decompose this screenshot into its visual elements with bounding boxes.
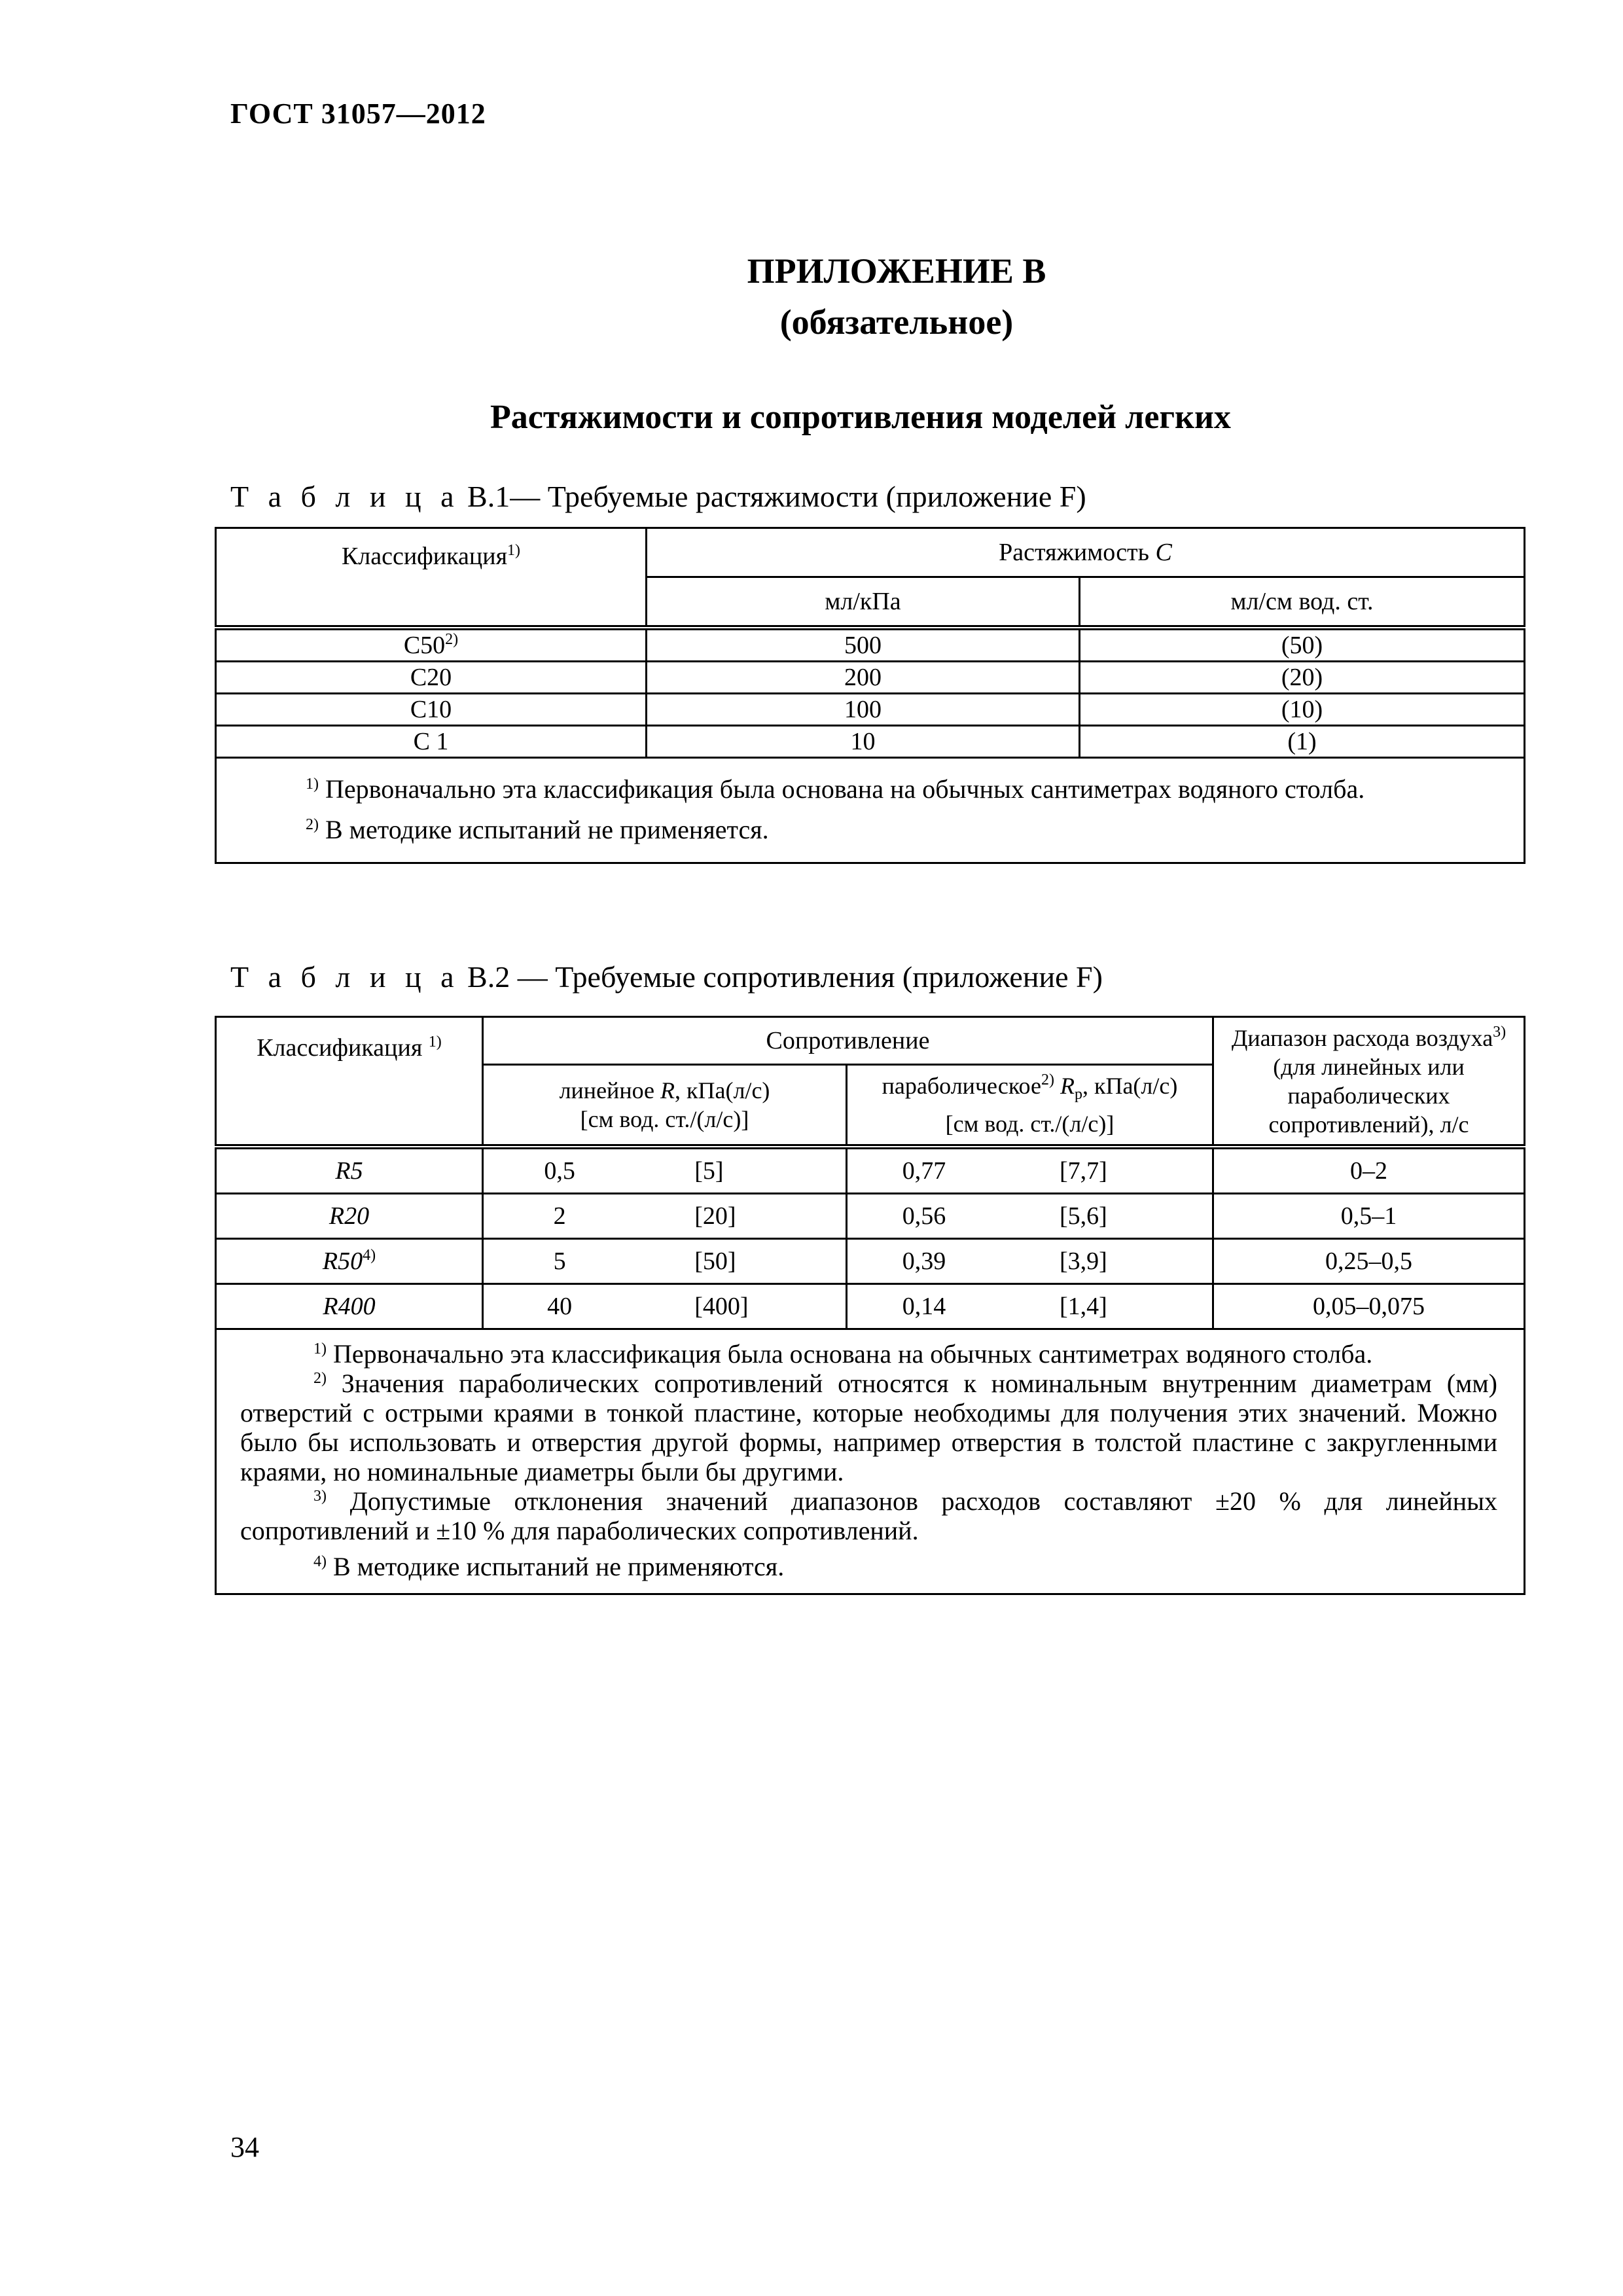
linear-var: R — [660, 1077, 675, 1103]
footnote — [240, 1486, 1497, 1545]
table2-col-parabolic — [847, 1065, 1213, 1147]
table2-cell-parabolic — [847, 1239, 1213, 1284]
linear-value-alt: [400] — [694, 1293, 749, 1320]
table2-col-group: Сопротивление — [483, 1017, 1213, 1065]
table2-cell-parabolic — [847, 1147, 1213, 1194]
table1-compliance — [215, 527, 1525, 864]
table1-col-unit1: мл/кПа — [647, 577, 1080, 628]
section-title-text: Растяжимости и сопротивления моделей легких — [490, 399, 1231, 436]
table2-col-class — [216, 1017, 483, 1147]
table-row — [216, 694, 1525, 726]
table1-header-row — [216, 528, 1525, 577]
table1-caption-text: В.1— Требуемые растяжимости (приложение F) — [467, 480, 1086, 513]
parabolic-value-alt: [1,4] — [1059, 1293, 1107, 1320]
linear-value: 5 — [553, 1247, 566, 1275]
class-label: R400 — [323, 1293, 376, 1320]
table1-col-group-var: C — [1155, 539, 1172, 566]
table1-col-group — [647, 528, 1525, 577]
table1-cell-value2: (20) — [1080, 662, 1525, 694]
class-label: C50 — [403, 632, 446, 659]
table1-cell-class — [216, 694, 647, 726]
linear-value-alt: [20] — [694, 1202, 736, 1230]
table1-cell-value1: 10 — [647, 726, 1080, 758]
table2-col-range-label: Диапазон расхода воздуха — [1231, 1024, 1493, 1051]
class-label: C20 — [410, 664, 452, 691]
table1-cell-value2: (10) — [1080, 694, 1525, 726]
table1-cell-class — [216, 628, 647, 662]
footnote — [240, 1339, 1497, 1369]
section-title — [0, 398, 1623, 437]
footnote-ref: 3) — [1493, 1023, 1507, 1041]
table2-notes — [216, 1329, 1525, 1594]
table2-cell-range: 0,5–1 — [1213, 1194, 1525, 1239]
footnote-ref: 2) — [1041, 1071, 1054, 1089]
table1-cell-class — [216, 662, 647, 694]
footnote-ref: 2) — [306, 816, 319, 833]
page-number: 34 — [230, 2131, 259, 2163]
table1-cell-value2: (1) — [1080, 726, 1525, 758]
table2-resistance — [215, 1016, 1525, 1595]
table-row — [216, 628, 1525, 662]
footnote-ref: 2) — [445, 631, 459, 648]
footnote-text: Первоначально эта классификация была основана на обычных сантиметрах водяного столба. — [327, 1339, 1373, 1369]
table2-cell-parabolic — [847, 1284, 1213, 1329]
class-label: R5 — [335, 1157, 363, 1185]
table1-notes — [216, 758, 1525, 863]
annex-status: (обязательное) — [779, 302, 1014, 342]
table1-caption-prefix: Т а б л и ц а — [230, 480, 460, 513]
parabolic-label: параболическое — [882, 1073, 1041, 1100]
annex-heading — [0, 245, 1623, 348]
class-label: R20 — [329, 1202, 370, 1230]
table2-col-range — [1213, 1017, 1525, 1147]
parabolic-value: 0,56 — [902, 1202, 946, 1230]
linear-value: 40 — [547, 1293, 573, 1320]
linear-value: 0,5 — [544, 1157, 575, 1185]
table2-cell-range: 0,05–0,075 — [1213, 1284, 1525, 1329]
linear-value-alt: [50] — [694, 1247, 736, 1275]
table2-notes-row — [216, 1329, 1525, 1594]
footnote — [232, 810, 1508, 850]
table1-cell-value2: (50) — [1080, 628, 1525, 662]
document-code: ГОСТ 31057—2012 — [230, 98, 486, 130]
table2-cell-class — [216, 1239, 483, 1284]
table2-col-range-label-rest: (для линейных или параболических сопротивлений), л/с — [1268, 1053, 1469, 1138]
table1-notes-row — [216, 758, 1525, 863]
class-label: C 1 — [413, 728, 449, 755]
table-row — [216, 1284, 1525, 1329]
table-row — [216, 662, 1525, 694]
parabolic-value: 0,39 — [902, 1247, 946, 1275]
footnote — [232, 769, 1508, 810]
footnote-ref: 1) — [306, 776, 319, 793]
footnote-text: Первоначально эта классификация была основана на обычных сантиметрах водяного столба. — [319, 774, 1365, 804]
table-row — [216, 1239, 1525, 1284]
table1-col-unit2: мл/см вод. ст. — [1080, 577, 1525, 628]
footnote-text: В методике испытаний не применяется. — [319, 815, 769, 844]
class-label: C10 — [410, 696, 452, 723]
parabolic-value-alt: [3,9] — [1059, 1247, 1107, 1275]
table1-cell-value1: 100 — [647, 694, 1080, 726]
parabolic-value-alt: [7,7] — [1059, 1157, 1107, 1185]
footnote-ref: 4) — [313, 1553, 327, 1570]
table2-caption-prefix: Т а б л и ц а — [230, 960, 460, 994]
class-label: R50 — [322, 1247, 363, 1275]
table2-cell-range: 0–2 — [1213, 1147, 1525, 1194]
table1-caption — [230, 479, 1086, 514]
table-row — [216, 726, 1525, 758]
table1-cell-class — [216, 726, 647, 758]
footnote-text: Допустимые отклонения значений диапазонов расходов составляют ±20 % для линейных сопротивлений и ±10 % для параболических сопротивлений. — [240, 1486, 1497, 1545]
footnote-text: Значения параболических сопротивлений относятся к номинальным внутренним диаметрам (мм) отверстий с острыми краями в тонкой пластине, которые необходимы для получения этих значений. Можно было бы использовать и отверстия другой формы, например отверстия в толстой пластине с закругленными краями, но номинальные диаметры были бы другими. — [240, 1369, 1497, 1486]
table2-cell-range: 0,25–0,5 — [1213, 1239, 1525, 1284]
table2-col-class-label: Классификация — [257, 1034, 429, 1062]
table2-cell-class — [216, 1284, 483, 1329]
table2-caption-text: В.2 — Требуемые сопротивления (приложение F) — [467, 960, 1103, 994]
table2-caption — [230, 960, 1103, 994]
table2-cell-class — [216, 1194, 483, 1239]
table2-cell-class — [216, 1147, 483, 1194]
linear-unit: , кПа(л/с) — [675, 1077, 770, 1103]
parabolic-value: 0,14 — [902, 1293, 946, 1320]
footnote-ref: 4) — [363, 1247, 376, 1264]
annex-title: ПРИЛОЖЕНИЕ В — [747, 251, 1046, 291]
parabolic-value: 0,77 — [902, 1157, 946, 1185]
table1-cell-value1: 200 — [647, 662, 1080, 694]
linear-value: 2 — [553, 1202, 566, 1230]
footnote-ref: 1) — [313, 1340, 327, 1357]
table-row — [216, 1147, 1525, 1194]
parabolic-unit-alt: [см вод. ст./(л/с)] — [945, 1110, 1115, 1137]
parabolic-sub: p — [1074, 1086, 1082, 1103]
table2-cell-parabolic — [847, 1194, 1213, 1239]
footnote-text: В методике испытаний не применяются. — [327, 1552, 785, 1581]
linear-label: линейное — [559, 1077, 661, 1103]
footnote-ref: 2) — [313, 1370, 327, 1387]
table1-cell-value1: 500 — [647, 628, 1080, 662]
table1-col-group-label: Растяжимость — [999, 539, 1156, 566]
footnote-ref: 1) — [428, 1033, 442, 1050]
footnote — [240, 1552, 1497, 1581]
table1-col-class — [216, 528, 647, 628]
table2-cell-linear — [483, 1194, 847, 1239]
table2-header-row — [216, 1017, 1525, 1065]
table2-cell-linear — [483, 1284, 847, 1329]
table2-cell-linear — [483, 1147, 847, 1194]
footnote — [240, 1369, 1497, 1486]
table-row — [216, 1194, 1525, 1239]
parabolic-value-alt: [5,6] — [1059, 1202, 1107, 1230]
parabolic-var: R — [1054, 1073, 1075, 1100]
table2-col-linear — [483, 1065, 847, 1147]
footnote-ref: 1) — [507, 542, 521, 559]
linear-unit-alt: [см вод. ст./(л/с)] — [580, 1106, 749, 1132]
footnote-ref: 3) — [313, 1488, 327, 1505]
table2-cell-linear — [483, 1239, 847, 1284]
table1-col-class-label: Классификация — [341, 543, 508, 570]
parabolic-unit: , кПа(л/с) — [1082, 1073, 1178, 1100]
linear-value-alt: [5] — [694, 1157, 724, 1185]
